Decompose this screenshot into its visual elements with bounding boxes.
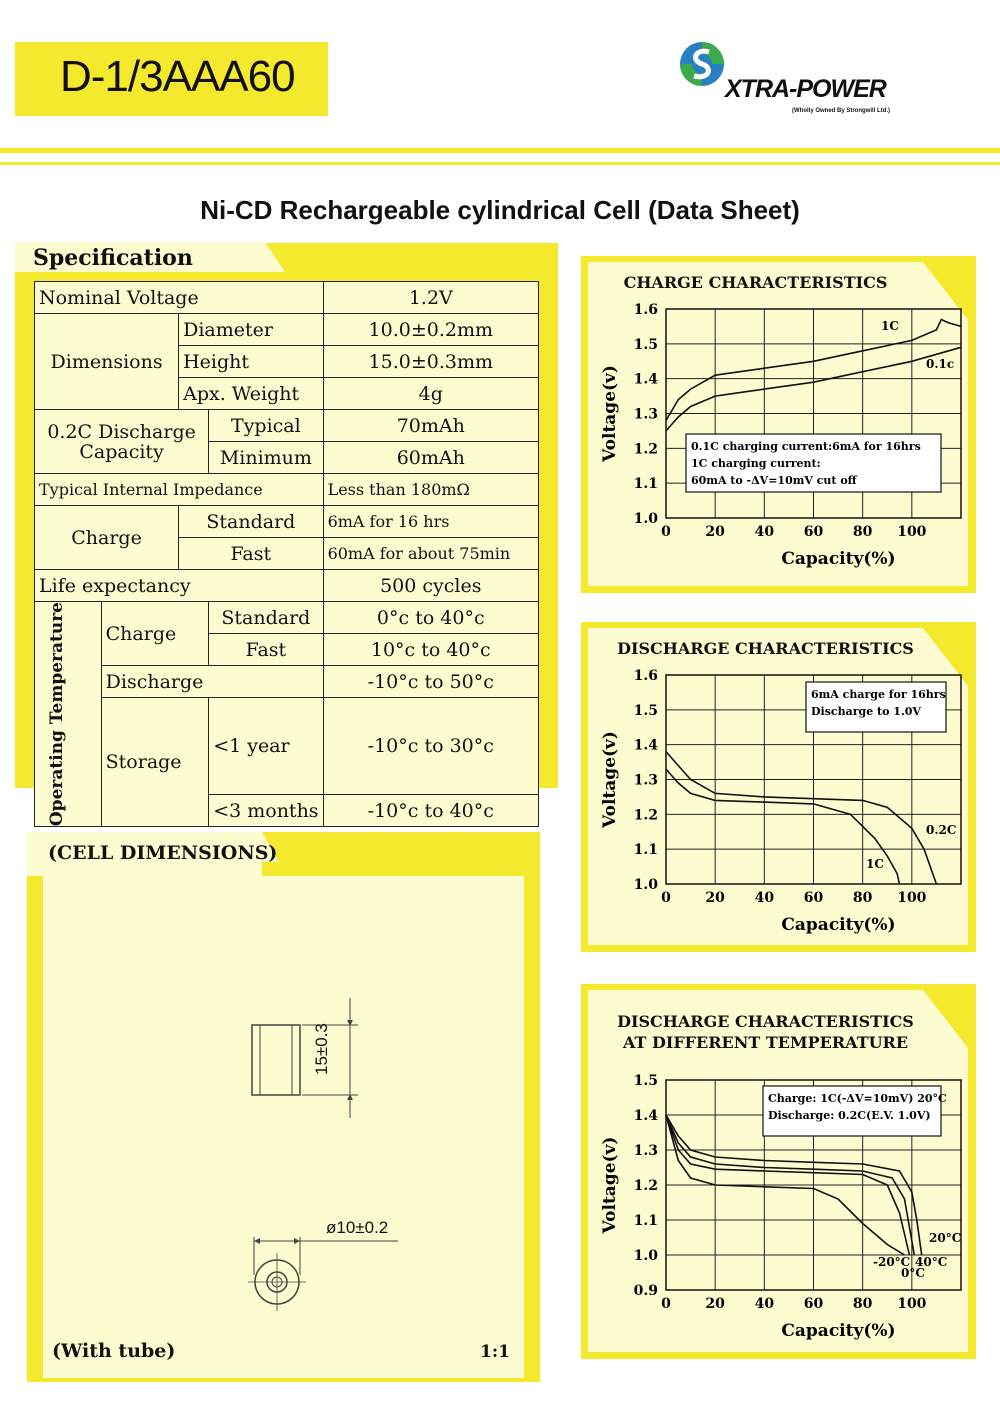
y-tick-label: 1.0 (633, 1248, 658, 1264)
x-tick-label: 20 (705, 1296, 725, 1312)
y-tick-label: 1.5 (633, 702, 658, 719)
life-label: Life expectancy (35, 570, 324, 602)
series-line (666, 752, 936, 884)
typical-label: Typical (209, 410, 323, 442)
storage-1y-label: <1 year (209, 698, 323, 795)
op-fast-value: 10°c to 40°c (323, 634, 538, 666)
x-tick-label: 60 (803, 524, 824, 540)
dimensions-label: Dimensions (35, 314, 179, 410)
y-tick-label: 1.1 (633, 1213, 658, 1229)
note-line: 60mA to -ΔV=10mV cut off (691, 474, 857, 487)
y-axis-label: Voltage(v) (600, 365, 620, 462)
x-tick-label: 0 (661, 524, 671, 540)
table-row (35, 506, 539, 538)
y-tick-label: 1.6 (633, 302, 658, 318)
discharge-chart (581, 622, 976, 952)
series-label: -20°C (873, 1255, 911, 1269)
discharge-label: Discharge (101, 666, 323, 698)
x-tick-label: 100 (897, 1296, 927, 1312)
y-axis-label: Voltage(v) (600, 1136, 620, 1234)
x-tick-label: 40 (754, 890, 775, 906)
y-tick-label: 1.2 (633, 441, 658, 458)
impedance-label: Typical Internal Impedance (35, 474, 324, 506)
x-tick-label: 80 (852, 524, 873, 540)
spec-heading: Specification (33, 245, 193, 271)
series-label: 1C (866, 857, 884, 871)
table-row (35, 698, 539, 795)
temperature-chart-title: DISCHARGE CHARACTERISTICS (617, 1012, 914, 1031)
storage-3m-value: -10°c to 40°c (323, 795, 538, 827)
temperature-chart (581, 984, 976, 1359)
table-row (35, 410, 539, 442)
note-line: 6mA charge for 16hrs (811, 688, 946, 701)
y-tick-label: 1.2 (633, 1178, 658, 1194)
storage-1y-value: -10°c to 30°c (323, 698, 538, 795)
charge-standard-value: 6mA for 16 hrs (323, 506, 538, 538)
y-tick-label: 1.0 (633, 511, 658, 527)
x-tick-label: 0 (661, 1296, 671, 1312)
header-rule (0, 148, 1000, 153)
weight-label: Apx. Weight (179, 378, 323, 410)
y-tick-label: 1.3 (633, 1143, 658, 1159)
height-dimension-label: 15±0.3 (312, 1023, 331, 1075)
height-label: Height (179, 346, 323, 378)
charge-standard-label: Standard (179, 506, 323, 538)
y-tick-label: 1.6 (633, 668, 658, 684)
capacity-label-line1: 0.2C Discharge (47, 420, 196, 443)
capacity-label (35, 410, 209, 474)
y-tick-label: 0.9 (633, 1283, 658, 1299)
note-line: Discharge to 1.0V (811, 705, 921, 718)
series-label: 40°C (915, 1255, 948, 1269)
x-tick-label: 20 (705, 524, 725, 540)
cell-dimensions-heading: (CELL DIMENSIONS) (48, 842, 278, 864)
x-tick-label: 0 (661, 890, 671, 906)
x-tick-label: 60 (803, 890, 824, 906)
brand-name: XTRA-POWER (725, 75, 886, 103)
table-row (35, 282, 539, 314)
document-title: Ni-CD Rechargeable cylindrical Cell (Data Sheet) (200, 195, 800, 225)
brand-logo-icon (676, 38, 728, 90)
note-line: Discharge: 0.2C(E.V. 1.0V) (768, 1109, 931, 1122)
x-tick-label: 60 (803, 1296, 824, 1312)
charge-chart (581, 256, 976, 593)
spec-tab-corner (265, 242, 285, 272)
typical-value: 70mAh (323, 410, 538, 442)
series-label: 0.1c (926, 357, 955, 371)
diameter-label: Diameter (179, 314, 323, 346)
charge-fast-label: Fast (179, 538, 323, 570)
cell-dimensions-band (262, 862, 540, 876)
x-tick-label: 100 (897, 524, 927, 540)
series-label: 0°C (901, 1266, 925, 1280)
y-tick-label: 1.4 (633, 1108, 658, 1124)
diameter-value: 10.0±0.2mm (323, 314, 538, 346)
op-charge-label: Charge (101, 602, 209, 666)
diameter-dimension-label: ø10±0.2 (326, 1218, 389, 1237)
operating-temperature-cell (35, 602, 102, 827)
storage-3m-label: <3 months (209, 795, 323, 827)
x-tick-label: 100 (897, 890, 927, 906)
operating-temperature-label: Operating Temperature (46, 602, 67, 827)
minimum-value: 60mAh (323, 442, 538, 474)
y-axis-label: Voltage(v) (600, 731, 620, 828)
series-label: 0.2C (926, 823, 957, 837)
x-tick-label: 20 (705, 890, 725, 906)
y-tick-label: 1.3 (633, 772, 658, 789)
impedance-value: Less than 180mΩ (323, 474, 538, 506)
table-row (35, 474, 539, 506)
table-row (35, 314, 539, 346)
height-value: 15.0±0.3mm (323, 346, 538, 378)
model-number: D-1/3AAA60 (60, 52, 295, 101)
op-standard-label: Standard (209, 602, 323, 634)
capacity-label-line2: Capacity (79, 440, 164, 463)
x-axis-label: Capacity(%) (781, 1321, 896, 1341)
y-tick-label: 1.5 (633, 1073, 658, 1089)
header-rule-thin (0, 162, 1000, 165)
series-label: 20°C (929, 1231, 962, 1245)
x-tick-label: 40 (754, 524, 775, 540)
brand-subtitle: (Wholly Owned By Strongwill Ltd.) (792, 108, 890, 114)
cell-top-drawing (240, 1225, 410, 1325)
y-tick-label: 1.4 (633, 371, 658, 388)
charge-fast-value: 60mA for about 75min (323, 538, 538, 570)
y-tick-label: 1.4 (633, 737, 658, 754)
temperature-chart-subtitle: AT DIFFERENT TEMPERATURE (622, 1033, 909, 1052)
y-tick-label: 1.2 (633, 807, 658, 824)
table-row (35, 602, 539, 634)
y-tick-label: 1.5 (633, 336, 658, 353)
nominal-voltage-label: Nominal Voltage (35, 282, 324, 314)
x-axis-label: Capacity(%) (781, 549, 896, 569)
y-tick-label: 1.0 (633, 877, 658, 893)
series-label: 1C (881, 319, 899, 333)
nominal-voltage-value: 1.2V (323, 282, 538, 314)
cell-dimensions-scale: 1:1 (480, 1342, 510, 1362)
note-line: 1C charging current: (691, 457, 821, 470)
op-fast-label: Fast (209, 634, 323, 666)
x-axis-label: Capacity(%) (781, 915, 896, 935)
spec-table (34, 281, 539, 827)
op-standard-value: 0°c to 40°c (323, 602, 538, 634)
storage-label: Storage (101, 698, 209, 827)
life-value: 500 cycles (323, 570, 538, 602)
discharge-value: -10°c to 50°c (323, 666, 538, 698)
charge-chart-title: CHARGE CHARACTERISTICS (623, 273, 888, 292)
x-tick-label: 80 (852, 890, 873, 906)
charge-label: Charge (35, 506, 179, 570)
minimum-label: Minimum (209, 442, 323, 474)
table-row (35, 570, 539, 602)
y-tick-label: 1.3 (633, 406, 658, 423)
weight-value: 4g (323, 378, 538, 410)
discharge-chart-title: DISCHARGE CHARACTERISTICS (617, 639, 914, 658)
note-line: 0.1C charging current:6mA for 16hrs (691, 440, 921, 453)
note-line: Charge: 1C(-ΔV=10mV) 20°C (768, 1092, 947, 1105)
table-row (35, 666, 539, 698)
y-tick-label: 1.1 (633, 476, 658, 493)
cell-dimensions-footnote: (With tube) (52, 1340, 176, 1362)
y-tick-label: 1.1 (633, 842, 658, 859)
x-tick-label: 80 (852, 1296, 873, 1312)
series-line (666, 769, 900, 884)
x-tick-label: 40 (754, 1296, 775, 1312)
